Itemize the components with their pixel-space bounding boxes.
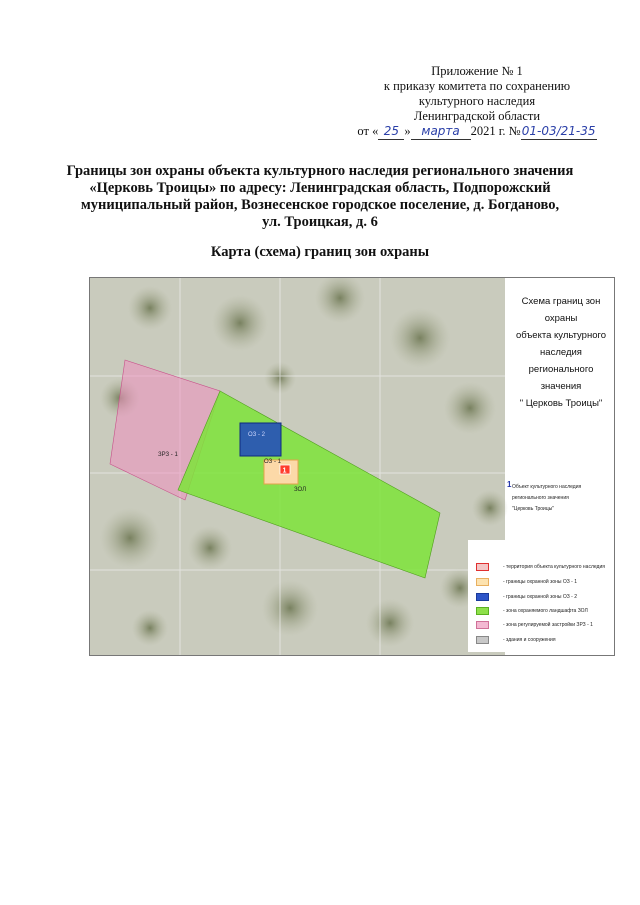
legend-swatch: [476, 593, 489, 601]
legend-title-line: значения: [540, 381, 582, 392]
date-prefix: от «: [357, 124, 379, 138]
legend-swatch: [476, 607, 489, 615]
object-number-label: 1: [282, 467, 287, 475]
title-line-1: Границы зон охраны объекта культурного наследия регионального значения: [66, 163, 574, 179]
legend-swatch: [476, 563, 489, 571]
legend-title-line: наследия: [540, 347, 582, 358]
legend-title: [506, 293, 615, 412]
legend-item-oz1: [476, 577, 577, 587]
legend-title-line: Схема границ зон: [521, 296, 601, 307]
title-line-3: муниципальный район, Вознесенское городское поселение, д. Богданово,: [80, 197, 560, 213]
legend-object-description: [512, 482, 612, 515]
legend-item-zrz: [476, 620, 593, 630]
legend-item-oz2: [476, 592, 577, 602]
title-line-4: ул. Троицкая, д. 6: [262, 214, 378, 230]
date-day: 25: [378, 124, 404, 140]
legend-label: - здания и сооружения: [503, 637, 556, 643]
appendix-block: [352, 64, 602, 140]
order-number: 01-03/21-35: [521, 124, 596, 138]
label-zol: ЗОЛ: [294, 487, 307, 493]
date-month: марта: [411, 124, 471, 140]
label-oz1: ОЗ - 1: [264, 459, 281, 465]
legend-object-number: 1: [507, 480, 512, 489]
document-title: [30, 163, 610, 231]
legend-box: [468, 540, 611, 652]
legend-item-object-territory: [476, 562, 605, 572]
legend-title-line: объекта культурного: [515, 330, 607, 341]
legend-swatch: [476, 578, 489, 586]
legend-item-zol: [476, 606, 588, 616]
legend-label: - границы охранной зоны ОЗ - 2: [503, 594, 578, 600]
appendix-line-1: Приложение № 1: [431, 64, 523, 78]
legend-label: - зона охраняемого ландшафта ЗОЛ: [503, 608, 588, 614]
legend-object-line: "Церковь Троицы": [512, 506, 555, 512]
date-sep: »: [404, 124, 411, 138]
label-oz2: ОЗ - 2: [248, 432, 265, 438]
legend-label: - территория объекта культурного наследия: [503, 564, 605, 570]
title-line-2: «Церковь Троицы» по адресу: Ленинградская область, Подпорожский: [89, 180, 551, 196]
map-frame: [89, 277, 615, 656]
oz2-zone: [240, 423, 281, 456]
appendix-date-line: [352, 124, 602, 140]
label-zrz: ЗРЗ - 1: [158, 452, 178, 458]
appendix-line-3: культурного наследия: [418, 94, 536, 108]
appendix-line-2: к приказу комитета по сохранению: [383, 79, 571, 93]
legend-title-line: регионального: [528, 364, 594, 375]
legend-object-line: Объект культурного наследия: [512, 484, 582, 490]
legend-label: - границы охранной зоны ОЗ - 1: [503, 579, 578, 585]
legend-item-buildings: [476, 635, 556, 645]
legend-title-line: охраны: [544, 313, 578, 324]
date-year: 2021 г. №: [470, 124, 521, 138]
legend-swatch: [476, 636, 489, 644]
legend-swatch: [476, 621, 489, 629]
appendix-line-4: Ленинградской области: [413, 109, 541, 123]
legend-label: - зона регулируемой застройки ЗРЗ - 1: [503, 622, 593, 628]
map-subtitle: Карта (схема) границ зон охраны: [210, 244, 430, 260]
legend-object-line: регионального значения: [512, 495, 569, 501]
legend-title-line: " Церковь Троицы": [519, 398, 603, 409]
